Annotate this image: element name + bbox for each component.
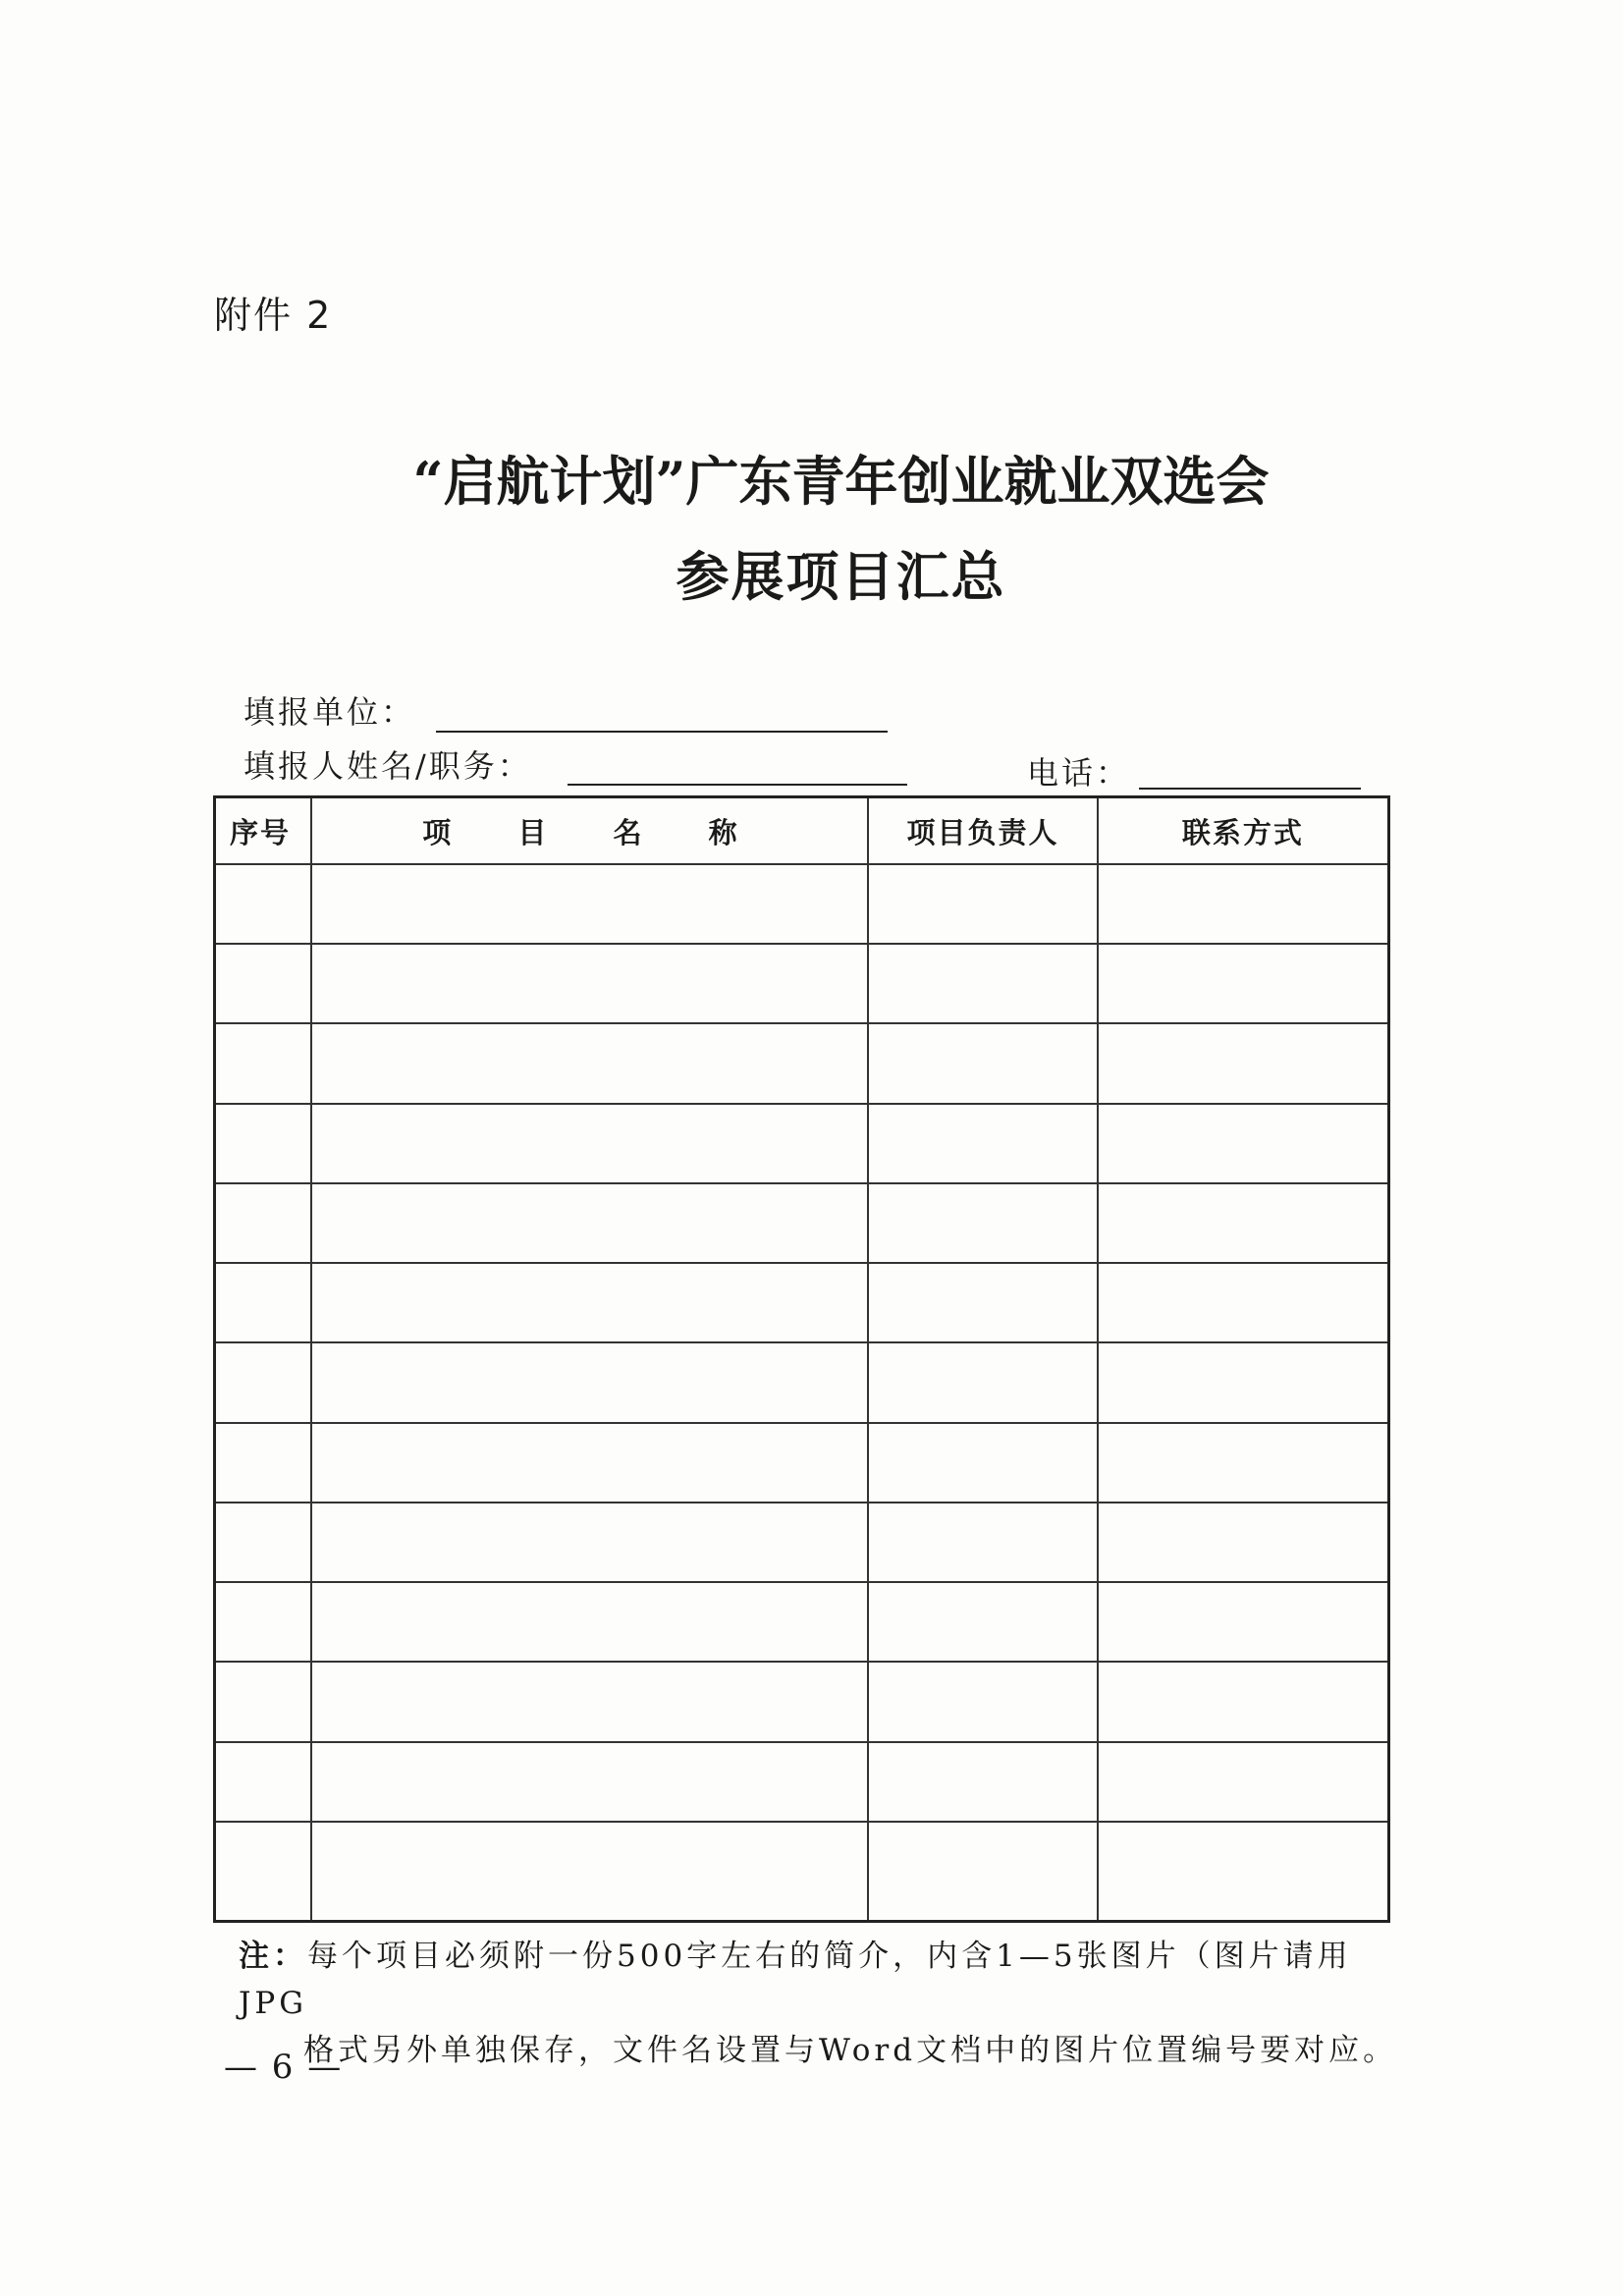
cell-project-name[interactable]	[311, 864, 868, 944]
cell-contact[interactable]	[1098, 1183, 1389, 1263]
cell-project-name[interactable]	[311, 1263, 868, 1342]
header-seq: 序号	[215, 797, 311, 865]
cell-project-leader[interactable]	[868, 1183, 1098, 1263]
cell-contact[interactable]	[1098, 1263, 1389, 1342]
cell-project-name[interactable]	[311, 1582, 868, 1662]
cell-seq[interactable]	[215, 864, 311, 944]
cell-seq[interactable]	[215, 944, 311, 1023]
cell-contact[interactable]	[1098, 1662, 1389, 1741]
cell-contact[interactable]	[1098, 1503, 1389, 1582]
cell-project-leader[interactable]	[868, 944, 1098, 1023]
phone-label: 电话：	[1027, 754, 1131, 792]
person-input-line[interactable]	[568, 784, 907, 786]
cell-contact[interactable]	[1098, 1342, 1389, 1422]
header-project-leader: 项目负责人	[868, 797, 1098, 865]
cell-seq[interactable]	[215, 1183, 311, 1263]
cell-contact[interactable]	[1098, 1582, 1389, 1662]
table-row	[215, 1104, 1389, 1183]
table-row	[215, 1423, 1389, 1503]
cell-project-name[interactable]	[311, 1503, 868, 1582]
table-row	[215, 1742, 1389, 1822]
attachment-label: 附件 2	[214, 294, 333, 337]
cell-seq[interactable]	[215, 1662, 311, 1741]
cell-project-leader[interactable]	[868, 1423, 1098, 1503]
document-subtitle: 参展项目汇总	[676, 545, 1006, 608]
cell-seq[interactable]	[215, 1503, 311, 1582]
table-body	[215, 864, 1389, 1922]
cell-project-name[interactable]	[311, 1822, 868, 1922]
note-line2: 格式另外单独保存，文件名设置与Word文档中的图片位置编号要对应。	[303, 2033, 1398, 2068]
cell-seq[interactable]	[215, 1023, 311, 1103]
table-row	[215, 1023, 1389, 1103]
cell-project-name[interactable]	[311, 1423, 868, 1503]
note-line1: 每个项目必须附一份500字左右的简介，内含1—5张图片（图片请用JPG	[239, 1939, 1352, 2021]
cell-contact[interactable]	[1098, 1423, 1389, 1503]
cell-project-name[interactable]	[311, 1742, 868, 1822]
cell-contact[interactable]	[1098, 864, 1389, 944]
cell-contact[interactable]	[1098, 1742, 1389, 1822]
cell-project-name[interactable]	[311, 1104, 868, 1183]
cell-project-name[interactable]	[311, 944, 868, 1023]
cell-seq[interactable]	[215, 1822, 311, 1922]
cell-project-leader[interactable]	[868, 1742, 1098, 1822]
cell-project-leader[interactable]	[868, 1503, 1098, 1582]
cell-seq[interactable]	[215, 1582, 311, 1662]
unit-input-line[interactable]	[436, 731, 888, 733]
header-contact: 联系方式	[1098, 797, 1389, 865]
table-row	[215, 1342, 1389, 1422]
phone-input-line[interactable]	[1139, 788, 1361, 790]
cell-project-name[interactable]	[311, 1662, 868, 1741]
header-project-name: 项 目 名 称	[311, 797, 868, 865]
unit-label: 填报单位：	[243, 693, 416, 731]
table-row	[215, 1582, 1389, 1662]
cell-project-name[interactable]	[311, 1342, 868, 1422]
cell-project-leader[interactable]	[868, 864, 1098, 944]
cell-seq[interactable]	[215, 1742, 311, 1822]
cell-seq[interactable]	[215, 1342, 311, 1422]
cell-contact[interactable]	[1098, 944, 1389, 1023]
cell-seq[interactable]	[215, 1423, 311, 1503]
document-title: “启航计划”广东青年创业就业双选会	[412, 450, 1270, 513]
footnote	[239, 1933, 1417, 2074]
table-header-row	[215, 797, 1389, 865]
cell-project-leader[interactable]	[868, 1342, 1098, 1422]
cell-project-name[interactable]	[311, 1183, 868, 1263]
cell-project-leader[interactable]	[868, 1023, 1098, 1103]
cell-project-leader[interactable]	[868, 1263, 1098, 1342]
cell-contact[interactable]	[1098, 1822, 1389, 1922]
cell-seq[interactable]	[215, 1104, 311, 1183]
cell-project-leader[interactable]	[868, 1582, 1098, 1662]
project-summary-table	[213, 795, 1390, 1923]
note-prefix: 注：	[239, 1939, 307, 1974]
table-row	[215, 1822, 1389, 1922]
cell-project-leader[interactable]	[868, 1662, 1098, 1741]
person-label: 填报人姓名/职务：	[243, 747, 532, 785]
table-row	[215, 1263, 1389, 1342]
cell-project-name[interactable]	[311, 1023, 868, 1103]
table-row	[215, 944, 1389, 1023]
cell-contact[interactable]	[1098, 1023, 1389, 1103]
cell-seq[interactable]	[215, 1263, 311, 1342]
page-number: — 6 —	[224, 2048, 344, 2087]
cell-project-leader[interactable]	[868, 1104, 1098, 1183]
cell-contact[interactable]	[1098, 1104, 1389, 1183]
table-row	[215, 1503, 1389, 1582]
cell-project-leader[interactable]	[868, 1822, 1098, 1922]
table-row	[215, 864, 1389, 944]
table-row	[215, 1662, 1389, 1741]
table-row	[215, 1183, 1389, 1263]
